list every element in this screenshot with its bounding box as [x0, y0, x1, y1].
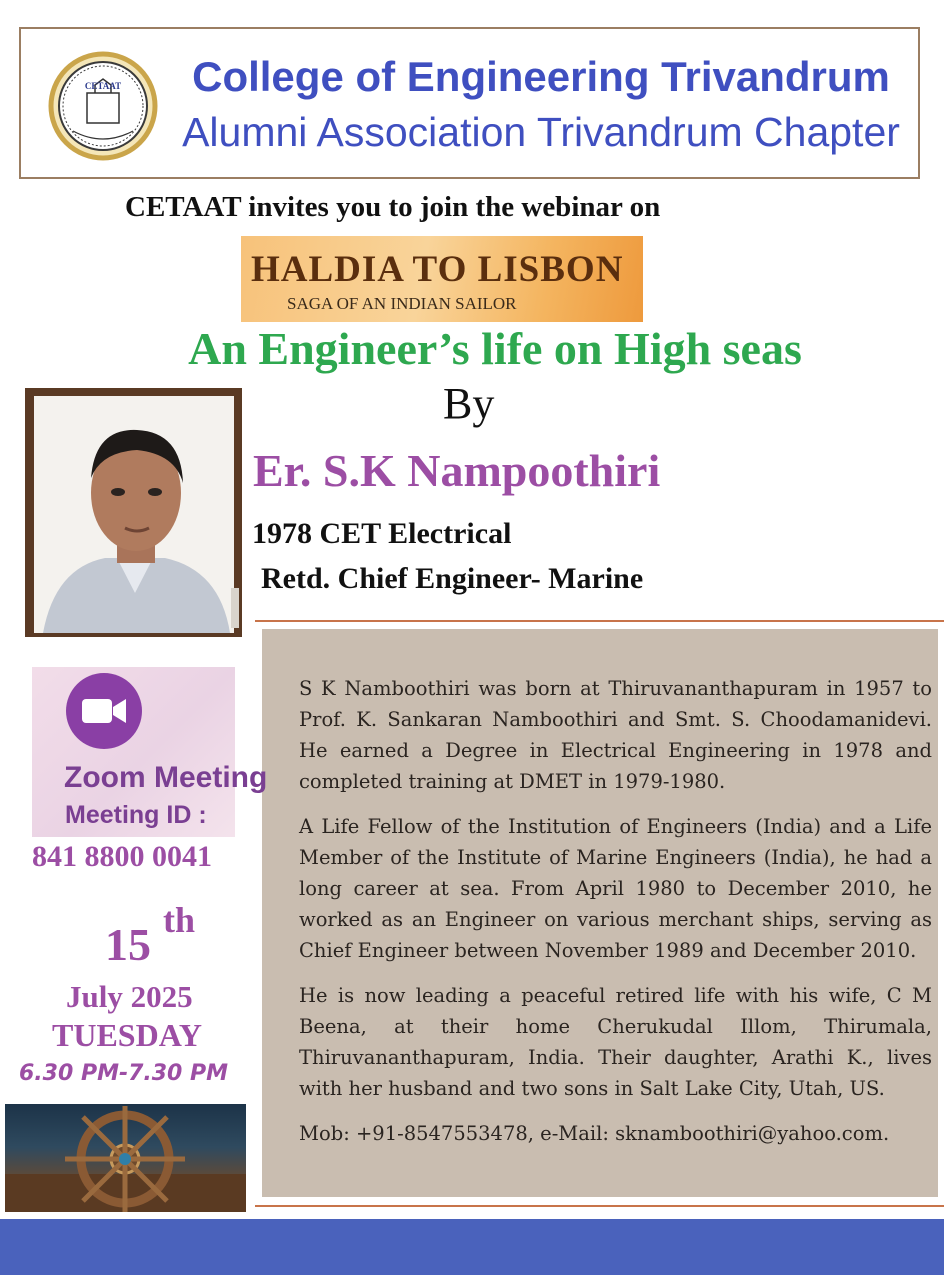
- header-box: [19, 27, 920, 179]
- bio-panel: [262, 629, 938, 1197]
- speaker-credential-role: Retd. Chief Engineer- Marine: [261, 562, 644, 595]
- zoom-logo: [66, 673, 142, 749]
- bio-text: [299, 673, 932, 1163]
- ship-wheel-image: [5, 1104, 246, 1212]
- banner-subtitle: SAGA OF AN INDIAN SAILOR: [287, 294, 517, 313]
- speaker-portrait-icon: [25, 388, 242, 637]
- divider-line-top: [255, 620, 944, 622]
- bio-paragraph-family: He is now leading a peaceful retired life with his wife, C M Beena, at their home Cherukudal Illom, Thirumala, Thiruvananthapuram, India. Their daughter, Arathi K., lives with her husband and two sons in Salt Lake City, Utah, US.: [299, 984, 932, 1100]
- footer-bar: [0, 1219, 944, 1275]
- zoom-meeting-label: Zoom Meeting: [64, 761, 268, 794]
- webinar-topic: An Engineer’s life on High seas: [188, 323, 802, 374]
- bio-contact: Mob: +91-8547553478, e-Mail: sknamboothiri@yahoo.com.: [299, 1122, 890, 1145]
- svg-text:CETAAT: CETAAT: [84, 81, 122, 91]
- chapter-name: Alumni Association Trivandrum Chapter: [182, 109, 900, 155]
- meeting-id-label: Meeting ID :: [65, 801, 207, 829]
- event-day: 15: [105, 919, 151, 970]
- speaker-credential-education: 1978 CET Electrical: [252, 517, 512, 550]
- invite-line: CETAAT invites you to join the webinar on: [125, 191, 661, 223]
- zoom-meeting-card: [32, 667, 268, 837]
- divider-line-bottom: [255, 1205, 944, 1207]
- bio-paragraph-birth: S K Namboothiri was born at Thiruvananthapuram in 1957 to Prof. K. Sankaran Namboothiri and Smt. S. Choodamanidevi. He earned a Degree in Electrical Engineering in 1978 and completed training at DMET in 1979-1980.: [299, 677, 932, 793]
- event-month-year: July 2025: [66, 979, 193, 1014]
- speaker-name: Er. S.K Nampoothiri: [253, 445, 661, 496]
- ship-wheel-icon: [5, 1104, 246, 1212]
- event-time: 6.30 PM-7.30 PM: [19, 1061, 229, 1086]
- by-label: By: [443, 379, 495, 428]
- college-name: College of Engineering Trivandrum: [192, 53, 890, 100]
- bio-paragraph-career: A Life Fellow of the Institution of Engineers (India) and a Life Member of the Institute of Marine Engineers (India), he had a long career at sea. From April 1980 to December 2010, he worked as an Engineer on various merchant ships, serving as Chief Engineer between November 1989 and December 2010.: [299, 815, 932, 962]
- video-camera-icon: [66, 673, 142, 749]
- event-day-suffix: th: [163, 900, 196, 940]
- cetaat-logo: [43, 51, 163, 161]
- speaker-photo: [25, 388, 242, 637]
- event-weekday: TUESDAY: [52, 1017, 202, 1053]
- webinar-banner: [241, 236, 643, 322]
- meeting-id-value[interactable]: 841 8800 0041: [32, 840, 212, 873]
- banner-title: HALDIA TO LISBON: [251, 249, 624, 290]
